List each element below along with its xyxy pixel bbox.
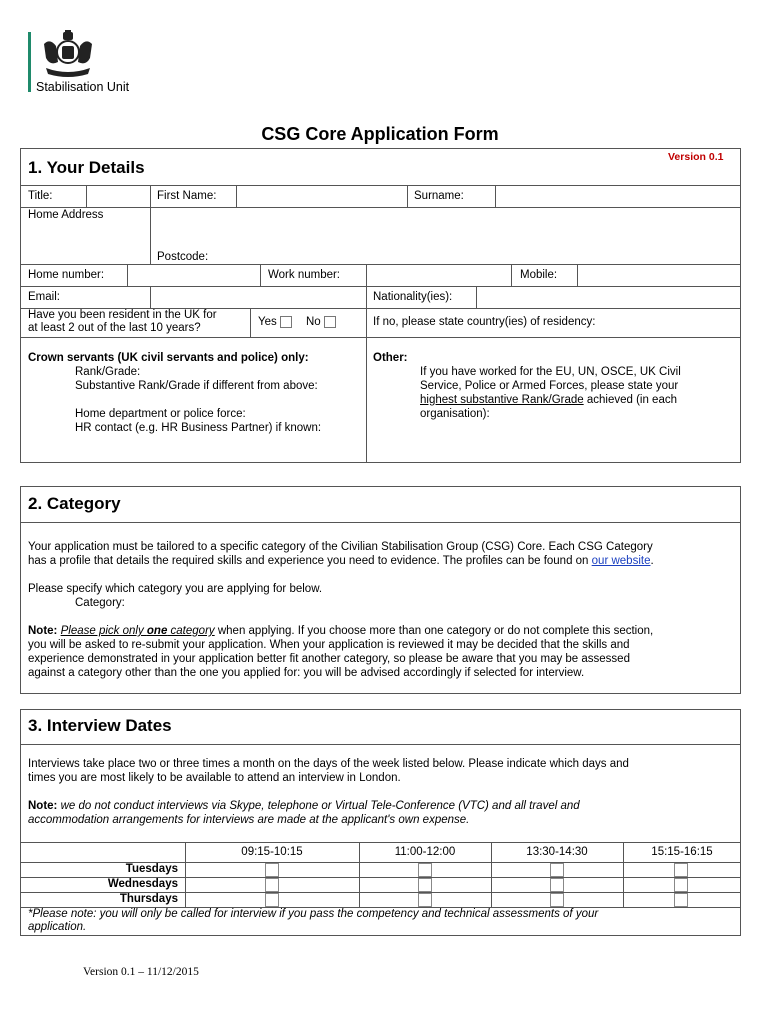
residency-label: If no, please state country(ies) of residency: [373, 316, 596, 328]
category-note-line1 [28, 625, 653, 637]
time-slot-3: 13:30-14:30 [526, 846, 588, 858]
wed-slot4-checkbox[interactable] [674, 878, 688, 892]
day-wednesdays: Wednesdays [107, 878, 178, 890]
tue-slot1-checkbox[interactable] [265, 863, 279, 877]
highest-rank-underlined: highest substantive Rank/Grade [420, 394, 584, 406]
category-instruction: Please specify which category you are applying for below. [28, 583, 323, 595]
interview-footnote-line2: application. [28, 921, 87, 933]
page-title: CSG Core Application Form [261, 124, 499, 144]
time-slot-2: 11:00-12:00 [394, 846, 456, 858]
nationality-label: Nationality(ies): [373, 291, 453, 303]
thu-slot1-checkbox[interactable] [265, 893, 279, 907]
our-website-link[interactable]: our website [591, 555, 651, 567]
section-2-heading: 2. Category [28, 494, 121, 513]
surname-field[interactable] [496, 186, 740, 206]
work-number-field[interactable] [367, 265, 510, 285]
section-1-heading: 1. Your Details [28, 158, 145, 177]
tue-slot4-checkbox[interactable] [674, 863, 688, 877]
no-checkbox[interactable] [324, 316, 336, 328]
category-note-line2: you will be asked to re-submit your application. When your application is reviewed it may be decided that the skills and [28, 639, 630, 651]
interview-note-label: Note: [28, 800, 58, 812]
other-text-line3-rest: achieved (in each [583, 394, 677, 406]
thu-slot2-checkbox[interactable] [418, 893, 432, 907]
logo-text: Stabilisation Unit [36, 80, 130, 94]
other-text-line3 [420, 394, 677, 406]
crown-servants-heading: Crown servants (UK civil servants and police) only: [28, 352, 309, 364]
home-address-label: Home Address [28, 209, 104, 221]
note-line1-rest: when applying. If you choose more than one category or do not complete this section, [214, 625, 654, 637]
interview-note-text: we do not conduct interviews via Skype, telephone or Virtual Tele-Conference (VTC) and all travel and [57, 800, 580, 812]
wed-slot2-checkbox[interactable] [418, 878, 432, 892]
other-text-line4: organisation): [420, 408, 490, 420]
interview-text-line2: times you are most likely to be available to attend an interview in London. [28, 772, 401, 784]
category-text-line1: Your application must be tailored to a specific category of the Civilian Stabilisation Group (CSG) Core. Each CSG Category [28, 541, 653, 553]
category-field[interactable] [135, 595, 535, 611]
work-number-label: Work number: [268, 269, 341, 281]
nationality-field[interactable] [477, 287, 740, 307]
category-note-line4: against a category other than the one you applied for: you will be advised accordingly if selected for interview. [28, 667, 585, 679]
no-label: No [306, 316, 321, 329]
note-pick-one [61, 625, 215, 637]
category-text-line2-main: has a profile that details the required skills and experience you need to evidence. The profiles can be found on [28, 555, 592, 567]
thu-slot4-checkbox[interactable] [674, 893, 688, 907]
yes-label: Yes [258, 316, 277, 329]
hr-contact-label: HR contact (e.g. HR Business Partner) if known: [75, 422, 322, 434]
category-text-line2 [28, 555, 654, 567]
email-label: Email: [28, 291, 60, 303]
day-thursdays: Thursdays [119, 893, 178, 905]
category-label: Category: [75, 597, 125, 609]
surname-label: Surname: [414, 190, 464, 202]
interview-note-line1 [28, 800, 580, 812]
logo-bar [28, 32, 31, 92]
royal-crest-icon [36, 30, 100, 80]
email-field[interactable] [151, 287, 365, 307]
interview-footnote-line1: *Please note: you will only be called for interview if you pass the competency and technical assessments of your [28, 908, 599, 920]
other-heading: Other: [373, 352, 408, 364]
rank-grade-label: Rank/Grade: [75, 366, 141, 378]
title-field[interactable] [87, 186, 149, 206]
interview-note-line2: accommodation arrangements for interviews are made at the applicant's own expense. [28, 814, 470, 826]
mobile-label: Mobile: [520, 269, 558, 281]
mobile-field[interactable] [578, 265, 740, 285]
tue-slot2-checkbox[interactable] [418, 863, 432, 877]
logo [28, 30, 138, 96]
home-department-label: Home department or police force: [75, 408, 246, 420]
version-label: Version 0.1 [668, 151, 724, 163]
tue-slot3-checkbox[interactable] [550, 863, 564, 877]
category-note-line3: experience demonstrated in your application better fit another category, so please be aware that you may be assessed [28, 653, 630, 665]
category-text-end: . [650, 555, 654, 567]
wed-slot3-checkbox[interactable] [550, 878, 564, 892]
home-number-field[interactable] [128, 265, 259, 285]
thu-slot3-checkbox[interactable] [550, 893, 564, 907]
substantive-rank-label: Substantive Rank/Grade if different from above: [75, 380, 318, 392]
note-label: Note: [28, 625, 58, 637]
day-tuesdays: Tuesdays [125, 863, 178, 875]
footer-version: Version 0.1 – 11/12/2015 [83, 966, 199, 978]
resident-yes-option[interactable] [258, 316, 292, 328]
home-address-field[interactable] [151, 208, 740, 250]
resident-question-line1: Have you been resident in the UK for [28, 309, 217, 321]
resident-question-line2: at least 2 out of the last 10 years? [28, 322, 201, 334]
home-number-label: Home number: [28, 269, 105, 281]
first-name-field[interactable] [237, 186, 406, 206]
time-slot-1: 09:15-10:15 [241, 846, 303, 858]
first-name-label: First Name: [157, 190, 217, 202]
yes-checkbox[interactable] [280, 316, 292, 328]
time-slot-4: 15:15-16:15 [651, 846, 713, 858]
postcode-label: Postcode: [157, 251, 209, 263]
other-text-line1: If you have worked for the EU, UN, OSCE, UK Civil [420, 366, 681, 378]
wed-slot1-checkbox[interactable] [265, 878, 279, 892]
section-3-heading: 3. Interview Dates [28, 716, 172, 735]
note-one: one [146, 625, 168, 637]
note-pick1: Please pick only [60, 625, 147, 637]
interview-text-line1: Interviews take place two or three times a month on the days of the week listed below. Please indicate which days and [28, 758, 629, 770]
other-text-line2: Service, Police or Armed Forces, please state your [420, 380, 679, 392]
note-pick2: category [167, 625, 215, 637]
title-label: Title: [28, 190, 53, 202]
resident-no-option[interactable] [306, 316, 336, 328]
